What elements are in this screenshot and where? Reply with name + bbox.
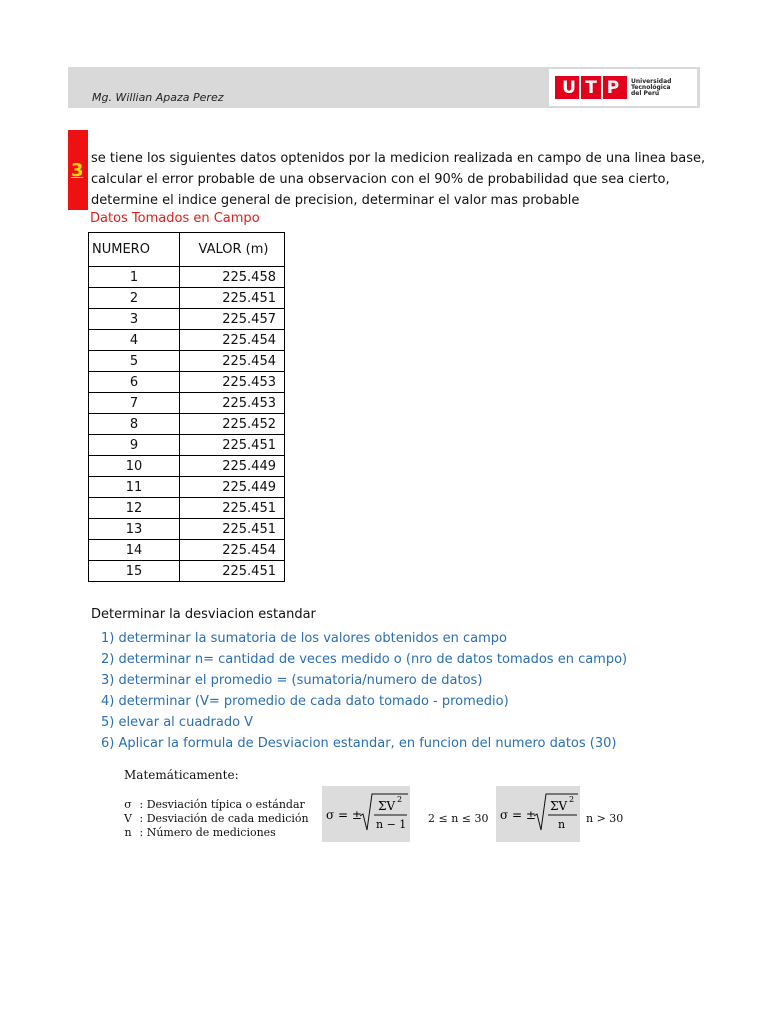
- problem-number: 3: [71, 160, 84, 181]
- cell-numero: 6: [89, 372, 180, 393]
- cell-valor: 225.449: [180, 456, 285, 477]
- formula-exponent: 2: [569, 795, 575, 804]
- cell-numero: 10: [89, 456, 180, 477]
- steps-list: [101, 628, 627, 754]
- formula-lhs: σ = ±: [326, 808, 362, 822]
- column-header-valor: VALOR (m): [180, 233, 285, 267]
- formula-population: [496, 786, 580, 842]
- steps-title: Determinar la desviacion estandar: [91, 607, 316, 622]
- table-caption: Datos Tomados en Campo: [90, 211, 260, 226]
- step-item: 6) Aplicar la formula de Desviacion estandar, en funcion del numero datos (30): [101, 736, 617, 751]
- cell-numero: 11: [89, 477, 180, 498]
- cell-numero: 14: [89, 540, 180, 561]
- cell-valor: 225.453: [180, 372, 285, 393]
- cell-valor: 225.454: [180, 540, 285, 561]
- table-row: [89, 540, 285, 561]
- cell-numero: 2: [89, 288, 180, 309]
- legend-row: V : Desviación de cada medición: [124, 812, 309, 825]
- formula-denominator: n − 1: [376, 818, 407, 831]
- step-item: 2) determinar n= cantidad de veces medido o (nro de datos tomados en campo): [101, 652, 628, 667]
- formula-denominator: n: [558, 818, 566, 831]
- formula-condition: n > 30: [586, 812, 624, 825]
- table-row: [89, 288, 285, 309]
- cell-numero: 4: [89, 330, 180, 351]
- table-row: [89, 519, 285, 540]
- formula-numerator: ΣV: [550, 799, 568, 813]
- cell-numero: 1: [89, 267, 180, 288]
- cell-valor: 225.453: [180, 393, 285, 414]
- author-name: Mg. Willian Apaza Perez: [92, 91, 224, 104]
- step-item: 3) determinar el promedio = (sumatoria/numero de datos): [101, 673, 483, 688]
- cell-valor: 225.451: [180, 288, 285, 309]
- formula-panel: [118, 764, 630, 846]
- formula-sample: [322, 786, 410, 842]
- cell-numero: 9: [89, 435, 180, 456]
- cell-valor: 225.454: [180, 330, 285, 351]
- column-header-numero: NUMERO: [89, 233, 180, 267]
- formula-numerator: ΣV: [378, 799, 396, 813]
- page-header: [68, 67, 700, 108]
- legend-row: σ : Desviación típica o estándar: [124, 798, 305, 811]
- table-row: [89, 372, 285, 393]
- problem-line: se tiene los siguientes datos optenidos por la medicion realizada en campo de una linea base,: [91, 151, 706, 166]
- step-item: 1) determinar la sumatoria de los valores obtenidos en campo: [101, 631, 508, 646]
- cell-numero: 12: [89, 498, 180, 519]
- cell-numero: 7: [89, 393, 180, 414]
- formula-exponent: 2: [397, 795, 403, 804]
- logo-letter-t: T: [585, 77, 597, 98]
- formula-title: Matemáticamente:: [124, 768, 239, 782]
- table-row: [89, 393, 285, 414]
- problem-statement: [91, 148, 731, 211]
- cell-valor: 225.458: [180, 267, 285, 288]
- cell-valor: 225.451: [180, 519, 285, 540]
- table-row: [89, 477, 285, 498]
- logo-letter-p: P: [606, 77, 620, 98]
- cell-numero: 5: [89, 351, 180, 372]
- table-row: [89, 561, 285, 582]
- formula-lhs: σ = ±: [500, 808, 536, 822]
- cell-numero: 3: [89, 309, 180, 330]
- logo-wordmark: Universidad Tecnológica del Perú: [631, 77, 672, 97]
- problem-line: calcular el error probable de una observacion con el 90% de probabilidad que sea cierto,: [91, 172, 670, 187]
- table-row: [89, 414, 285, 435]
- cell-valor: 225.452: [180, 414, 285, 435]
- cell-valor: 225.451: [180, 435, 285, 456]
- table-row: [89, 330, 285, 351]
- legend-row: n : Número de mediciones: [124, 826, 276, 839]
- step-item: 4) determinar (V= promedio de cada dato tomado - promedio): [101, 694, 509, 709]
- cell-numero: 8: [89, 414, 180, 435]
- table-row: [89, 267, 285, 288]
- problem-number-badge: [68, 130, 88, 210]
- table-row: [89, 435, 285, 456]
- cell-valor: 225.457: [180, 309, 285, 330]
- cell-valor: 225.449: [180, 477, 285, 498]
- table-row: [89, 351, 285, 372]
- field-data-table: [88, 232, 285, 582]
- cell-numero: 15: [89, 561, 180, 582]
- logo-mark: [555, 76, 627, 99]
- formula-legend: [120, 798, 309, 840]
- table-row: [89, 309, 285, 330]
- logo-letter-u: U: [562, 77, 576, 98]
- cell-numero: 13: [89, 519, 180, 540]
- problem-line: determine el indice general de precision, determinar el valor mas probable: [91, 193, 580, 208]
- utp-logo: [549, 69, 697, 106]
- formula-condition: 2 ≤ n ≤ 30: [428, 812, 489, 825]
- step-item: 5) elevar al cuadrado V: [101, 715, 254, 730]
- table-row: [89, 456, 285, 477]
- cell-valor: 225.451: [180, 561, 285, 582]
- cell-valor: 225.454: [180, 351, 285, 372]
- cell-valor: 225.451: [180, 498, 285, 519]
- table-row: [89, 498, 285, 519]
